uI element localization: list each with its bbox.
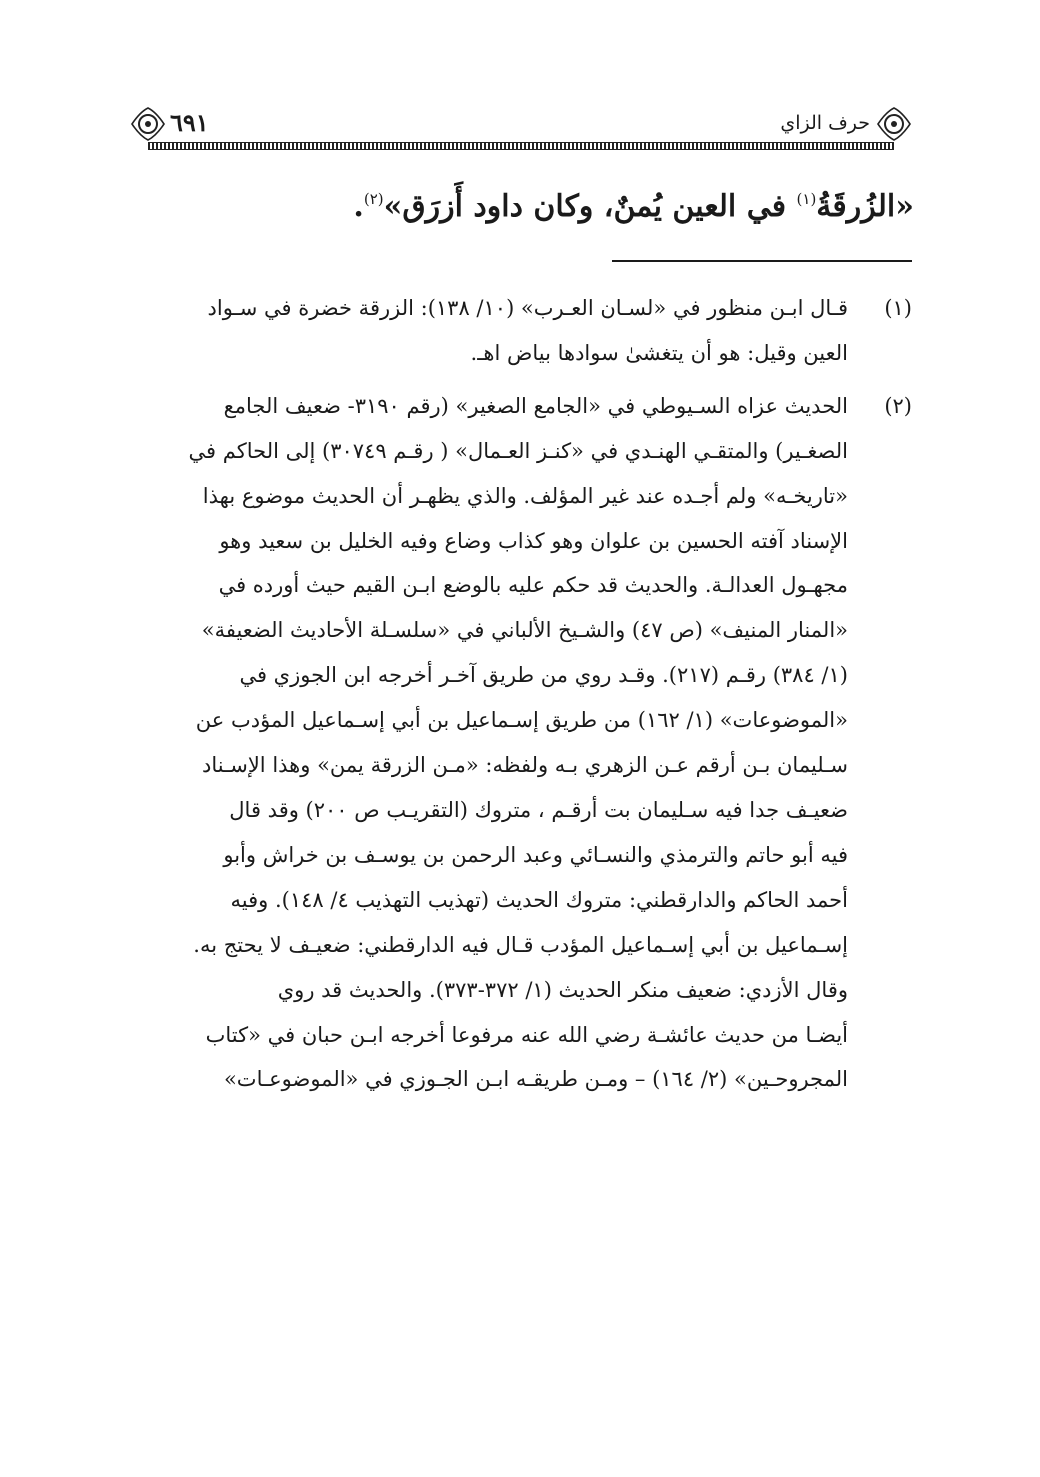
running-title: حرف الزاي [780, 112, 870, 134]
footnote-line: العين وقيل: هو أن يتغشىٰ سوادها بياض اهـ. [470, 340, 848, 365]
footnote-line: (١/ ٣٨٤) رقـم (٢١٧). وقـد روي من طريق آخـر أخرجه ابن الجوزي في [239, 663, 848, 688]
page-number: ٦٩١ [170, 108, 209, 137]
page-header [128, 100, 914, 152]
footnote-line: «تاريخـه» ولم أجـده عند غير المؤلف. والذي يظهـر أن الحديث موضوع بهذا [202, 483, 848, 508]
footnote-line: المجروحـين» (٢/ ١٦٤) – ومـن طريقـه ابـن الجـوزي في «الموضوعـات» [223, 1067, 848, 1092]
left-ornament-icon [128, 104, 168, 144]
footnote-line: أحمد الحاكم والدارقطني: متروك الحديث (تهذيب التهذيب ٤/ ١٤٨). وفيه [230, 887, 848, 912]
hadith-end: . [353, 189, 364, 224]
hadith-text [124, 176, 914, 230]
footnote-line: قـال ابـن منظور في «لسـان العـرب» (١٠/ ١٣٨): الزرقة خضرة في سـواد [207, 296, 848, 320]
footnote-line: فيه أبو حاتم والترمذي والنسـائي وعبد الرحمن بن يوسـف بن خراش وأبو [223, 842, 848, 867]
footnote-line: «المنار المنيف» (ص ٤٧) والشـيخ الألباني في «سلسـلة الأحاديث الضعيفة» [201, 618, 848, 643]
footnote-number: (٢) [884, 393, 912, 418]
footnotes [126, 286, 912, 1110]
footnote-line: الصغـير) والمتقـي الهنـدي في «كنـز العـمال» ( رقـم ٣٠٧٤٩) إلى الحاكم في [188, 438, 848, 463]
header-rule [148, 142, 894, 150]
footnote-line: سـليمان بـن أرقم عـن الزهري بـه ولفظه: «مـن الزرقة يمن» وهذا الإسـناد [202, 753, 848, 778]
footnote-number: (١) [884, 296, 912, 320]
footnote-separator [612, 260, 912, 262]
hadith-open-quote: « [895, 189, 914, 224]
footnote-line: الإسناد آفته الحسين بن علوان وهو كذاب وضاع وفيه الخليل بن سعيد وهو [219, 528, 848, 553]
hadith-word: الزُرقَةُ [816, 189, 896, 224]
footnote-1 [126, 286, 912, 376]
footnote-line: «الموضوعات» (١/ ١٦٢) من طريق إسـماعيل بن أبي إسـماعيل المؤدب عن [195, 708, 848, 733]
footnote-line: الحديث عزاه السـيوطي في «الجامع الصغير» (رقم ٣١٩٠- ضعيف الجامع [223, 393, 848, 418]
footnote-line: إسـماعيل بن أبي إسـماعيل المؤدب قـال فيه الدارقطني: ضعيـف لا يحتج به. [193, 932, 848, 957]
footnote-line: أيضـا من حديث عائشـة رضي الله عنه مرفوعا أخرجه ابـن حبان في «كتاب [205, 1022, 848, 1047]
footnote-ref-2: (٢) [363, 190, 384, 208]
footnote-line: وقال الأزدي: ضعيف منكر الحديث (١/ ٣٧٢-٣٧٣). والحديث قد روي [277, 977, 848, 1002]
footnote-2 [126, 384, 912, 1103]
footnote-line: مجهـول العدالـة. والحديث قد حكم عليه بالوضع ابـن القيم حيث أورده في [218, 573, 848, 598]
footnote-ref-1: (١) [796, 190, 817, 208]
hadith-rest: في العين يُمنٌ، وكان داود أَزرَق» [383, 189, 797, 224]
footnote-line: ضعيـف جدا فيه سـليمان بت أرقـم ، متروك (التقريـب ص ٢٠٠) وقد قال [229, 797, 848, 822]
right-ornament-icon [874, 104, 914, 144]
